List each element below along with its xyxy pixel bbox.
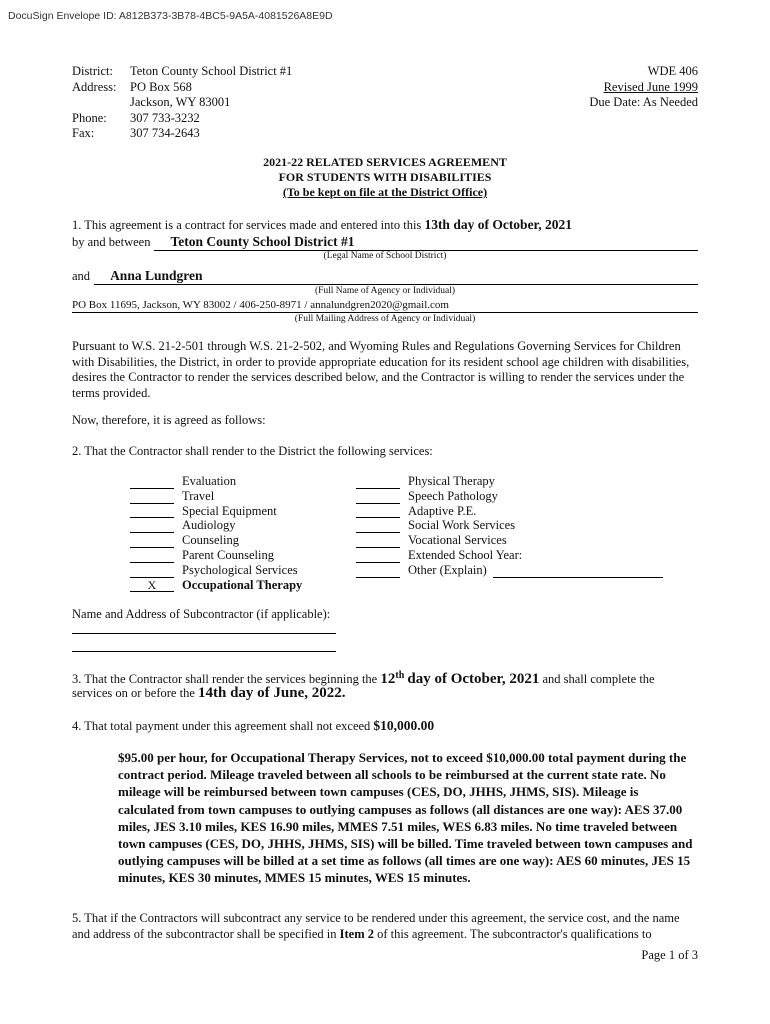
service-row [356,548,663,563]
subcontractor-line-2 [72,651,336,652]
service-checkbox[interactable] [356,506,400,518]
service-checkbox[interactable] [130,551,174,563]
service-row [130,489,302,504]
address-line2: Jackson, WY 83001 [130,95,231,109]
pursuant-paragraph: Pursuant to W.S. 21-2-501 through W.S. 21-2-502, and Wyoming Rules and Regulations Governing Services for Children with Disabilities, the District, in order to provide appropriate education for its resident school age children with disabilities, desires the Contractor to render the services described below, and the Contractor is willing to render the services under the terms provided. [72,339,690,400]
title-line3: (To be kept on file at the District Office) [282,185,488,199]
section3-mid: and shall complete the [542,672,655,687]
phone-value: 307 733-3232 [130,110,200,125]
service-checkbox[interactable] [130,521,174,533]
section3-line2-text: services on or before the [72,686,195,700]
service-label: Other (Explain) [408,562,487,577]
start-day: 12 [380,671,396,688]
contractor-caption: (Full Name of Agency or Individual) [314,286,456,296]
service-row [130,518,302,533]
address-line1: PO Box 568 [130,79,192,94]
services-right-list [356,474,663,578]
mailing-caption: (Full Mailing Address of Agency or Individual) [294,314,476,324]
service-row [130,474,302,489]
service-checkbox[interactable] [356,477,400,489]
title-line1: 2021-22 RELATED SERVICES AGREEMENT [263,155,507,169]
payment-amount: $10,000.00 [373,718,435,733]
section5-item-ref: Item 2 [339,926,374,941]
address-label: Address: [72,79,117,94]
service-label: Social Work Services [408,518,516,533]
service-label: Evaluation [182,474,237,488]
services-left-list [130,474,302,592]
title-line2: FOR STUDENTS WITH DISABILITIES [278,170,492,184]
service-label: Psychological Services [182,562,298,577]
mailing-address-row [72,299,698,313]
due-date: Due Date: As Needed [589,95,698,109]
payment-details: $95.00 per hour, for Occupational Therapy Services, not to exceed $10,000.00 total payment during the contract period. Mileage traveled between all schools to be reimbursed at the current state rate. No mileage will be reimbursed between town campuses (CES, DO, JHHS, JHMS, SIS). Mileage is calculated from town campuses to outlying campuses as follows (all distances are one way): AES 37.00 miles, JES 3.10 miles, KES 16.90 miles, MMES 7.51 miles, WES 6.83 miles. No time traveled between town campuses (CES, DO, JHHS, JHMS, SIS) will be billed. Time traveled between town campuses and outlying campuses will be billed at a set time as follows (all times are one way): AES 60 minutes, JES 15 minutes, KES 30 minutes, MMES 15 minutes, WES 15 minutes. [118,750,693,886]
section2-intro: 2. That the Contractor shall render to the District the following services: [72,444,433,458]
service-label: Vocational Services [408,533,507,548]
service-row [356,489,663,504]
by-between-label: by and between [72,235,151,249]
district-label: District: [72,64,113,78]
section1-line2 [72,234,698,251]
form-number: WDE 406 [647,64,698,78]
fax-label: Fax: [72,126,95,140]
and-label: and [72,269,91,283]
section5-paragraph [72,911,700,942]
service-checkbox[interactable] [356,551,400,563]
service-label: Adaptive P.E. [408,503,477,518]
end-date: 14th day of June, 2022. [198,685,346,701]
district-info [72,64,292,142]
district-caption: (Legal Name of School District) [323,251,447,261]
service-label: Parent Counseling [182,547,275,562]
service-checkbox[interactable] [130,506,174,518]
service-label: Audiology [182,518,236,533]
service-checkbox[interactable] [356,492,400,504]
section3-line1 [72,668,700,688]
section1-intro: 1. This agreement is a contract for services made and entered into this [72,218,422,232]
section3-intro: 3. That the Contractor shall render the services beginning the [72,672,378,687]
service-row [130,578,302,593]
service-row [356,563,663,578]
section4-intro: 4. That total payment under this agreement shall not exceed [72,719,371,733]
section1-line3 [72,268,698,285]
district-value: Teton County School District #1 [130,64,293,78]
district-name-field: Teton County School District #1 [154,234,698,251]
service-row [130,563,302,578]
revised-date: Revised June 1999 [603,79,698,94]
subcontractor-label: Name and Address of Subcontractor (if applicable): [72,607,331,621]
document-title [0,155,770,200]
service-row [130,533,302,548]
mailing-address-field: PO Box 11695, Jackson, WY 83002 / 406-250-8971 / annalundgren2020@gmail.com [72,299,698,313]
fax-value: 307 734-2643 [130,126,200,140]
service-label: Speech Pathology [408,488,498,503]
start-date-rest: day of October, 2021 [407,671,540,688]
service-row [356,474,663,489]
service-row [356,518,663,533]
other-explain-line[interactable] [493,566,663,578]
page-number: Page 1 of 3 [641,948,698,962]
section1-line1 [72,217,698,234]
service-row [130,504,302,519]
service-checkbox[interactable] [130,492,174,504]
service-label: Occupational Therapy [182,577,303,592]
phone-label: Phone: [72,110,107,125]
section3-line2 [72,686,346,702]
contractor-name-field: Anna Lundgren [94,268,698,285]
envelope-id: DocuSign Envelope ID: A812B373-3B78-4BC5-9A5A-4081526A8E9D [8,10,333,22]
service-checkbox[interactable] [130,477,174,489]
service-checkbox[interactable] [130,536,174,548]
service-label: Special Equipment [182,503,277,518]
service-checkbox[interactable] [356,536,400,548]
service-checkbox[interactable] [356,566,400,578]
service-label: Travel [182,488,215,503]
service-row [130,548,302,563]
form-info [589,64,698,111]
subcontractor-line-1 [72,633,336,634]
section5-part1: 5. That if the Contractors will subcontract any service to be rendered under this agreement, the service cost, and the name and address of the subcontractor shall be specified in [72,911,680,941]
service-row [356,504,663,519]
service-checkbox[interactable] [130,566,174,578]
service-checkbox[interactable] [356,521,400,533]
section5-part2: of this agreement. The subcontractor's qualifications to [377,926,652,941]
start-sup: th [395,670,405,681]
service-label: Extended School Year: [408,547,523,562]
now-therefore: Now, therefore, it is agreed as follows: [72,413,266,427]
section4-line1 [72,718,434,735]
service-label: Counseling [182,533,239,548]
service-checkbox[interactable]: X [130,580,174,592]
service-label: Physical Therapy [408,474,495,488]
agreement-date: 13th day of October, 2021 [424,217,573,232]
service-row [356,533,663,548]
